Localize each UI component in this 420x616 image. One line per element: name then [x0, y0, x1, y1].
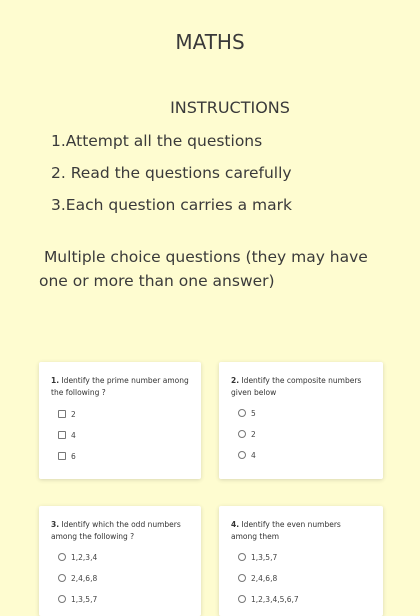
option-row[interactable]	[58, 573, 97, 583]
question-label: Identify the composite numbers given below	[231, 376, 362, 397]
radio-button[interactable]	[238, 595, 246, 603]
option-row[interactable]	[58, 430, 76, 440]
question-label: Identify the even numbers among them	[231, 520, 341, 541]
option-label: 2,4,6,8	[71, 573, 98, 583]
checkbox[interactable]	[58, 452, 66, 460]
instruction-item: 1.Attempt all the questions	[51, 132, 263, 150]
instruction-item: 2. Read the questions carefully	[51, 164, 292, 182]
option-label: 1,3,5,7	[251, 552, 278, 562]
question-number: 3.	[51, 520, 60, 529]
option-row[interactable]	[238, 594, 299, 604]
question-number: 1.	[51, 376, 60, 385]
option-label: 6	[71, 451, 76, 461]
question-number: 4.	[231, 520, 240, 529]
question-text	[231, 519, 369, 543]
option-row[interactable]	[238, 573, 277, 583]
radio-button[interactable]	[238, 430, 246, 438]
radio-button[interactable]	[58, 595, 66, 603]
option-row[interactable]	[238, 429, 256, 439]
checkbox[interactable]	[58, 431, 66, 439]
option-row[interactable]	[238, 408, 256, 418]
question-label: Identify the prime number among the following ?	[51, 376, 189, 397]
radio-button[interactable]	[58, 574, 66, 582]
instruction-item: 3.Each question carries a mark	[51, 196, 292, 214]
option-label: 2	[251, 429, 256, 439]
option-label: 1,2,3,4,5,6,7	[251, 594, 299, 604]
question-label: Identify which the odd numbers among the following ?	[51, 520, 181, 541]
option-row[interactable]	[58, 552, 97, 562]
question-text	[51, 519, 189, 543]
option-label: 5	[251, 408, 256, 418]
radio-button[interactable]	[58, 553, 66, 561]
question-card-1	[39, 362, 201, 479]
option-label: 1,2,3,4	[71, 552, 98, 562]
question-text	[51, 375, 189, 399]
mcq-intro-text: Multiple choice questions (they may have one or more than one answer)	[39, 248, 368, 290]
question-text	[231, 375, 369, 399]
radio-button[interactable]	[238, 574, 246, 582]
option-label: 2,4,6,8	[251, 573, 278, 583]
question-card-2	[219, 362, 383, 479]
option-label: 4	[251, 450, 256, 460]
option-label: 1,3,5,7	[71, 594, 98, 604]
page-title: MATHS	[175, 30, 245, 54]
option-row[interactable]	[58, 594, 97, 604]
question-card-3	[39, 506, 201, 616]
checkbox[interactable]	[58, 410, 66, 418]
radio-button[interactable]	[238, 451, 246, 459]
radio-button[interactable]	[238, 553, 246, 561]
option-row[interactable]	[58, 409, 76, 419]
option-label: 4	[71, 430, 76, 440]
instructions-heading: INSTRUCTIONS	[170, 98, 290, 117]
option-label: 2	[71, 409, 76, 419]
option-row[interactable]	[238, 450, 256, 460]
question-number: 2.	[231, 376, 240, 385]
option-row[interactable]	[238, 552, 277, 562]
question-card-4	[219, 506, 383, 616]
mcq-intro	[39, 245, 384, 293]
radio-button[interactable]	[238, 409, 246, 417]
instructions-list	[51, 131, 292, 227]
option-row[interactable]	[58, 451, 76, 461]
